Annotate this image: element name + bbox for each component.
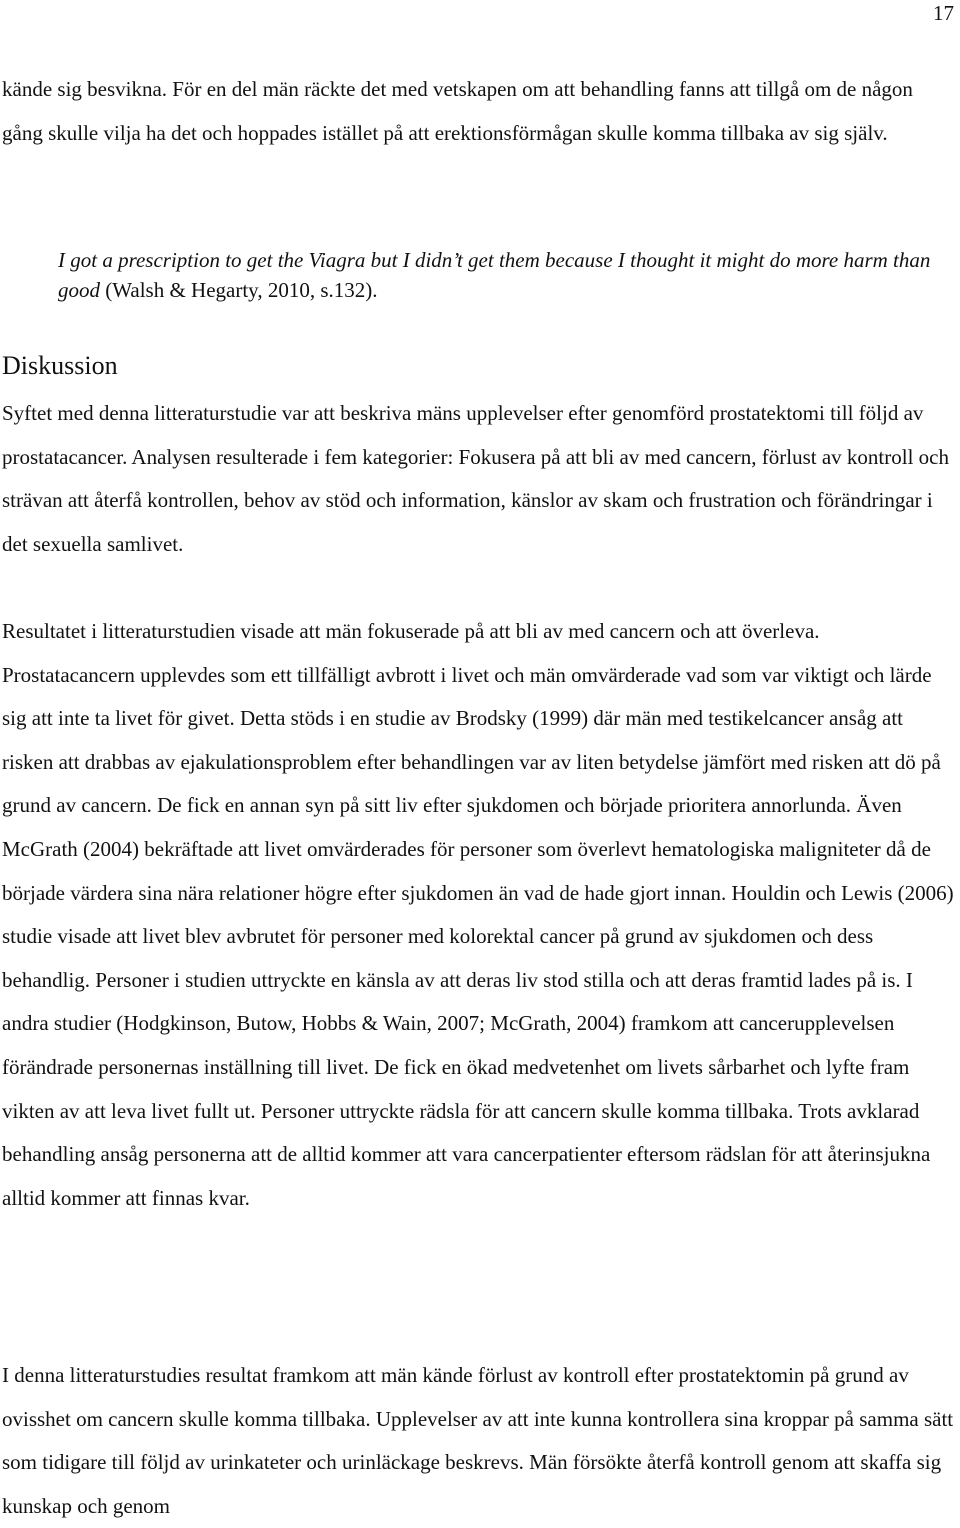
quote-citation: (Walsh & Hegarty, 2010, s.132). [100, 278, 378, 302]
quote-text: I got a prescription to get the Viagra but I didn’t get them because I thought it might do more harm than good [58, 248, 931, 302]
section-heading: Diskussion [2, 351, 118, 380]
intro-paragraph: kände sig besvikna. För en del män räckte det med vetskapen om att behandling fanns att tillgå om de någon gång skulle vilja ha det och hoppades istället på att erektionsförmågan skulle komma tillbaka av sig själv. [2, 77, 913, 145]
block-quote [58, 245, 938, 305]
body-paragraph: I denna litteraturstudies resultat framkom att män kände förlust av kontroll efter prostatektomin på grund av ovisshet om cancern skulle komma tillbaka. Upplevelser av att inte kunna kontrollera sina kroppar på samma sätt som tidigare till följd av urinkateter och urinläckage beskrevs. Män försökte återfå kontroll genom att skaffa sig kunskap och genom [2, 1363, 954, 1518]
body-paragraph: Syftet med denna litteraturstudie var att beskriva mäns upplevelser efter genomförd prostatektomi till följd av prostatacancer. Analysen resulterade i fem kategorier: Fokusera på att bli av med cancern, förlust av kontroll och strävan att återfå kontrollen, behov av stöd och information, känslor av skam och frustration och förändringar i det sexuella samlivet. [2, 401, 949, 556]
page-number: 17 [933, 1, 954, 25]
body-paragraph: Resultatet i litteraturstudien visade att män fokuserade på att bli av med cancern och att överleva. Prostatacancern upplevdes som ett tillfälligt avbrott i livet och män omvärderade vad som var viktigt och lärde sig att inte ta livet för givet. Detta stöds i en studie av Brodsky (1999) där män med testikelcancer ansåg att risken att drabbas av ejakulationsproblem efter behandlingen var av liten betydelse jämfört med risken att dö på grund av cancern. De fick en annan syn på sitt liv efter sjukdomen och började prioritera annorlunda. Även McGrath (2004) bekräftade att livet omvärderades för personer som överlevt hematologiska maligniteter då de började värdera sina nära relationer högre efter sjukdomen än vad de hade gjort innan. Houldin och Lewis (2006) studie visade att livet blev avbrutet för personer med kolorektal cancer på grund av sjukdomen och dess behandlig. Personer i studien uttryckte en känsla av att deras liv stod stilla och att deras framtid lades på is. I andra studier (Hodgkinson, Butow, Hobbs & Wain, 2007; McGrath, 2004) framkom att cancerupplevelsen förändrade personernas inställning till livet. De fick en ökad medvetenhet om livets sårbarhet och lyfte fram vikten av att leva livet fullt ut. Personer uttryckte rädsla för att cancern skulle komma tillbaka. Trots avklarad behandling ansåg personerna att de alltid kommer att vara cancerpatienter eftersom rädslan för att återinsjukna alltid kommer att finnas kvar. [2, 619, 954, 1210]
